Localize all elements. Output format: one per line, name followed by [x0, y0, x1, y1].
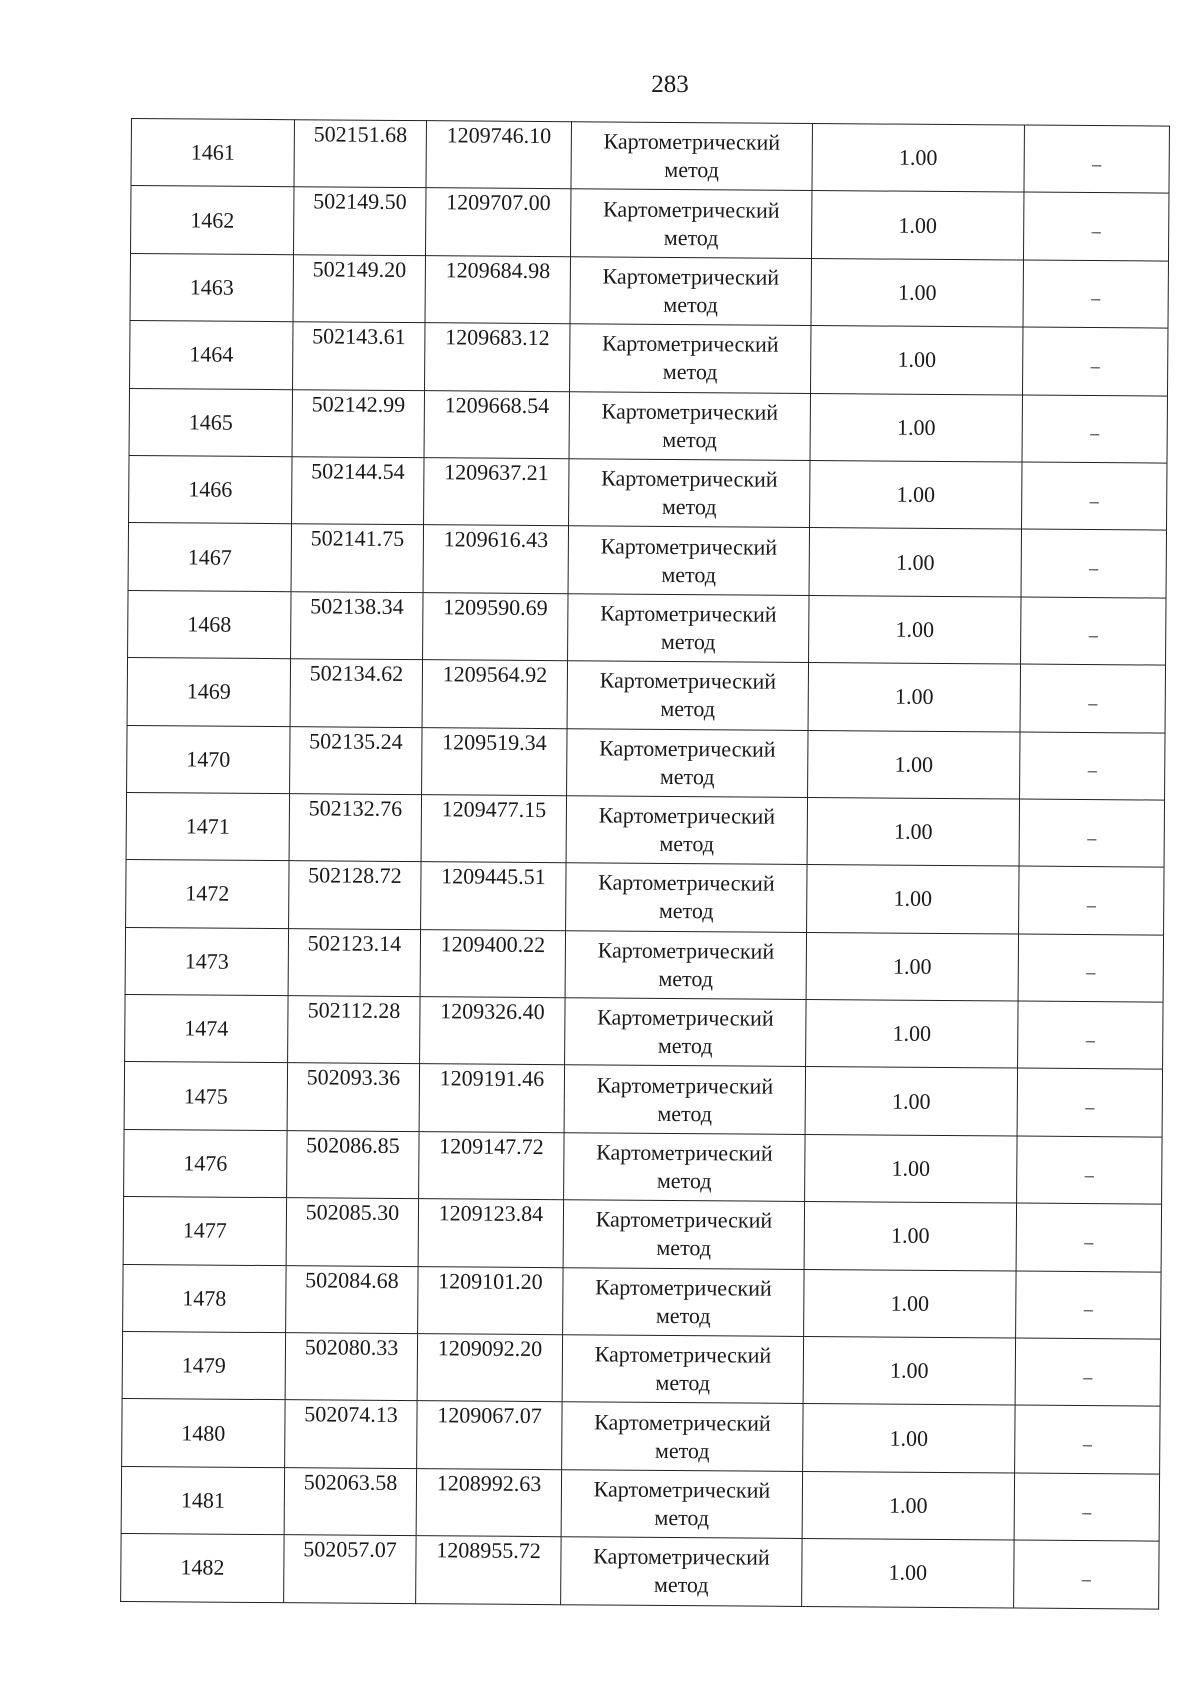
- y-coordinate-cell: 1209746.10: [426, 121, 571, 189]
- description-cell: [1015, 1405, 1160, 1473]
- accuracy-cell: 1.00: [810, 460, 1022, 529]
- description-dash: –: [1089, 558, 1099, 579]
- point-number-cell: 1473: [125, 927, 288, 996]
- point-number-cell: 1476: [124, 1129, 287, 1198]
- table-row: [128, 523, 1166, 598]
- method-cell: [569, 391, 810, 460]
- method-text: Картометрический метод: [601, 465, 778, 520]
- point-number-cell: 1467: [128, 523, 291, 592]
- y-coordinate-cell: 1208992.63: [416, 1468, 561, 1536]
- table-row: [131, 119, 1169, 194]
- method-cell: [567, 728, 808, 797]
- accuracy-cell: 1.00: [812, 123, 1024, 192]
- description-dash: –: [1088, 625, 1098, 646]
- description-cell: [1019, 799, 1164, 867]
- description-cell: [1015, 1338, 1160, 1406]
- x-coordinate-cell: 502132.76: [289, 794, 421, 862]
- description-cell: [1023, 192, 1168, 260]
- table-row: [127, 658, 1165, 733]
- method-cell: [565, 930, 806, 999]
- description-cell: [1020, 664, 1165, 732]
- description-cell: [1020, 732, 1165, 800]
- method-cell: [567, 661, 808, 730]
- point-number-cell: 1468: [128, 590, 291, 659]
- description-dash: –: [1091, 221, 1101, 242]
- method-text: Картометрический метод: [593, 1476, 771, 1531]
- point-number-cell: 1482: [121, 1534, 284, 1603]
- x-coordinate-cell: 502112.28: [288, 996, 420, 1064]
- method-cell: [569, 459, 810, 528]
- method-cell: [570, 257, 811, 326]
- y-coordinate-cell: 1209637.21: [424, 458, 569, 526]
- method-cell: [571, 122, 812, 191]
- x-coordinate-cell: 502128.72: [289, 861, 421, 929]
- description-cell: [1018, 1001, 1163, 1069]
- x-coordinate-cell: 502063.58: [284, 1467, 416, 1535]
- table-row: [121, 1466, 1159, 1541]
- coordinates-table-container: [120, 118, 1170, 1609]
- method-text: Картометрический метод: [599, 735, 776, 789]
- y-coordinate-cell: 1209683.12: [425, 323, 570, 391]
- method-cell: [568, 526, 809, 595]
- accuracy-cell: 1.00: [810, 393, 1022, 462]
- table-row: [126, 792, 1164, 867]
- description-dash: –: [1092, 153, 1102, 174]
- description-cell: [1017, 1136, 1162, 1204]
- accuracy-cell: 1.00: [809, 595, 1021, 664]
- method-text: Картометрический метод: [594, 1341, 772, 1396]
- description-dash: –: [1089, 490, 1099, 511]
- accuracy-cell: 1.00: [807, 865, 1019, 934]
- accuracy-cell: 1.00: [804, 1269, 1016, 1338]
- point-number-cell: 1478: [123, 1264, 286, 1333]
- point-number-cell: 1469: [127, 658, 290, 727]
- table-row: [131, 186, 1169, 261]
- point-number-cell: 1465: [129, 388, 292, 457]
- method-cell: [568, 593, 809, 662]
- accuracy-cell: 1.00: [806, 1000, 1018, 1069]
- method-text: Картометрический метод: [597, 1004, 774, 1059]
- y-coordinate-cell: 1209123.84: [418, 1199, 563, 1267]
- x-coordinate-cell: 502080.33: [285, 1333, 417, 1401]
- accuracy-cell: 1.00: [807, 797, 1019, 866]
- table-row: [130, 321, 1168, 396]
- x-coordinate-cell: 502135.24: [290, 726, 422, 794]
- point-number-cell: 1462: [131, 186, 294, 255]
- method-text: Картометрический метод: [595, 1206, 773, 1261]
- table-row: [122, 1332, 1160, 1407]
- method-cell: [563, 1267, 804, 1336]
- y-coordinate-cell: 1209590.69: [423, 592, 568, 660]
- description-cell: [1016, 1203, 1161, 1271]
- point-number-cell: 1470: [127, 725, 290, 794]
- accuracy-cell: 1.00: [803, 1336, 1015, 1405]
- accuracy-cell: 1.00: [808, 663, 1020, 732]
- accuracy-cell: 1.00: [811, 258, 1023, 327]
- y-coordinate-cell: 1209668.54: [424, 390, 569, 458]
- table-row: [128, 590, 1166, 665]
- description-cell: [1022, 327, 1167, 395]
- x-coordinate-cell: 502138.34: [291, 591, 423, 659]
- table-row: [123, 1264, 1161, 1339]
- x-coordinate-cell: 502151.68: [294, 120, 426, 188]
- method-cell: [561, 1470, 802, 1539]
- description-cell: [1022, 395, 1167, 463]
- table-row: [127, 725, 1165, 800]
- method-text: Картометрический метод: [600, 600, 777, 655]
- description-dash: –: [1087, 827, 1097, 848]
- method-text: Картометрический метод: [596, 1072, 774, 1126]
- y-coordinate-cell: 1209400.22: [420, 929, 565, 997]
- method-text: Картометрический метод: [597, 937, 775, 992]
- accuracy-cell: 1.00: [811, 326, 1023, 395]
- description-cell: [1016, 1271, 1161, 1339]
- description-cell: [1014, 1540, 1159, 1608]
- x-coordinate-cell: 502086.85: [287, 1131, 419, 1199]
- method-cell: [564, 1065, 805, 1134]
- accuracy-cell: 1.00: [804, 1202, 1016, 1271]
- y-coordinate-cell: 1209519.34: [422, 727, 567, 795]
- y-coordinate-cell: 1209067.07: [417, 1401, 562, 1469]
- point-number-cell: 1479: [122, 1332, 285, 1401]
- method-text: Картометрический метод: [602, 330, 779, 385]
- x-coordinate-cell: 502123.14: [288, 928, 420, 996]
- method-text: Картометрический метод: [599, 667, 777, 722]
- method-cell: [564, 1133, 805, 1202]
- x-coordinate-cell: 502084.68: [286, 1265, 418, 1333]
- point-number-cell: 1472: [126, 860, 289, 929]
- description-dash: –: [1087, 760, 1097, 781]
- x-coordinate-cell: 502142.99: [292, 389, 424, 457]
- accuracy-cell: 1.00: [809, 528, 1021, 597]
- accuracy-cell: 1.00: [811, 191, 1023, 260]
- method-text: Картометрический метод: [598, 802, 776, 857]
- method-text: Картометрический метод: [598, 869, 775, 924]
- y-coordinate-cell: 1209191.46: [419, 1064, 564, 1132]
- description-dash: –: [1083, 1299, 1093, 1320]
- description-dash: –: [1085, 1097, 1095, 1118]
- description-cell: [1014, 1473, 1159, 1541]
- method-text: Картометрический метод: [603, 128, 781, 183]
- description-dash: –: [1090, 355, 1100, 376]
- accuracy-cell: 1.00: [808, 730, 1020, 799]
- description-cell: [1022, 462, 1167, 530]
- y-coordinate-cell: 1209707.00: [426, 188, 571, 256]
- y-coordinate-cell: 1209564.92: [422, 660, 567, 728]
- description-dash: –: [1086, 895, 1096, 916]
- table-row: [130, 253, 1168, 328]
- x-coordinate-cell: 502093.36: [287, 1063, 419, 1131]
- y-coordinate-cell: 1209092.20: [417, 1334, 562, 1402]
- method-text: Картометрический метод: [601, 398, 779, 453]
- x-coordinate-cell: 502149.20: [293, 254, 425, 322]
- x-coordinate-cell: 502144.54: [292, 457, 424, 525]
- x-coordinate-cell: 502149.50: [294, 187, 426, 255]
- method-text: Картометрический метод: [594, 1409, 771, 1463]
- y-coordinate-cell: 1209616.43: [423, 525, 568, 593]
- description-dash: –: [1082, 1434, 1092, 1455]
- description-dash: –: [1086, 962, 1096, 983]
- accuracy-cell: 1.00: [802, 1539, 1014, 1608]
- point-number-cell: 1466: [129, 455, 292, 524]
- description-cell: [1024, 125, 1169, 193]
- table-row: [126, 860, 1164, 935]
- y-coordinate-cell: 1209445.51: [421, 862, 566, 930]
- method-text: Картометрический метод: [595, 1274, 772, 1329]
- method-cell: [565, 998, 806, 1067]
- description-cell: [1021, 597, 1166, 665]
- method-cell: [566, 863, 807, 932]
- method-text: Картометрический метод: [600, 532, 778, 587]
- table-row: [125, 927, 1163, 1002]
- y-coordinate-cell: 1209326.40: [420, 997, 565, 1065]
- x-coordinate-cell: 502134.62: [290, 659, 422, 727]
- table-row: [125, 995, 1163, 1070]
- y-coordinate-cell: 1209684.98: [425, 255, 570, 323]
- description-cell: [1019, 866, 1164, 934]
- y-coordinate-cell: 1209477.15: [421, 795, 566, 863]
- description-dash: –: [1084, 1164, 1094, 1185]
- point-number-cell: 1464: [130, 321, 293, 390]
- point-number-cell: 1481: [121, 1466, 284, 1535]
- point-number-cell: 1480: [122, 1399, 285, 1468]
- accuracy-cell: 1.00: [806, 932, 1018, 1001]
- method-cell: [562, 1402, 803, 1471]
- method-text: Картометрический метод: [602, 263, 780, 318]
- table-row: [124, 1062, 1162, 1137]
- y-coordinate-cell: 1209147.72: [419, 1131, 564, 1199]
- description-cell: [1017, 1068, 1162, 1136]
- accuracy-cell: 1.00: [805, 1067, 1017, 1136]
- point-number-cell: 1463: [130, 253, 293, 322]
- x-coordinate-cell: 502074.13: [285, 1400, 417, 1468]
- description-cell: [1021, 529, 1166, 597]
- page-number: 283: [651, 71, 689, 98]
- x-coordinate-cell: 502057.07: [284, 1535, 416, 1603]
- table-row: [124, 1129, 1162, 1204]
- description-dash: –: [1082, 1501, 1092, 1522]
- method-cell: [563, 1200, 804, 1269]
- description-dash: –: [1085, 1029, 1095, 1050]
- table-row: [123, 1197, 1161, 1272]
- description-cell: [1023, 260, 1168, 328]
- coordinates-table: [120, 118, 1170, 1609]
- table-row: [121, 1534, 1159, 1609]
- coordinates-table-body: [121, 119, 1170, 1609]
- method-text: Картометрический метод: [603, 196, 780, 250]
- description-cell: [1018, 934, 1163, 1002]
- method-cell: [566, 796, 807, 865]
- description-dash: –: [1091, 288, 1101, 309]
- table-row: [129, 388, 1167, 463]
- method-cell: [570, 324, 811, 393]
- point-number-cell: 1475: [124, 1062, 287, 1131]
- y-coordinate-cell: 1208955.72: [416, 1536, 561, 1604]
- point-number-cell: 1474: [125, 995, 288, 1064]
- method-cell: [561, 1537, 802, 1606]
- accuracy-cell: 1.00: [803, 1404, 1015, 1473]
- point-number-cell: 1477: [123, 1197, 286, 1266]
- table-row: [129, 455, 1167, 530]
- description-dash: –: [1081, 1568, 1091, 1589]
- description-dash: –: [1090, 423, 1100, 444]
- description-dash: –: [1084, 1231, 1094, 1253]
- method-cell: [562, 1335, 803, 1404]
- accuracy-cell: 1.00: [802, 1471, 1014, 1540]
- point-number-cell: 1461: [131, 119, 294, 188]
- accuracy-cell: 1.00: [805, 1134, 1017, 1203]
- description-dash: –: [1083, 1366, 1093, 1387]
- point-number-cell: 1471: [126, 792, 289, 861]
- y-coordinate-cell: 1209101.20: [418, 1266, 563, 1334]
- description-dash: –: [1088, 692, 1098, 713]
- method-cell: [570, 189, 811, 258]
- x-coordinate-cell: 502085.30: [286, 1198, 418, 1266]
- method-text: Картометрический метод: [596, 1139, 773, 1194]
- method-text: Картометрический метод: [593, 1543, 770, 1598]
- x-coordinate-cell: 502143.61: [293, 322, 425, 390]
- x-coordinate-cell: 502141.75: [291, 524, 423, 592]
- table-row: [122, 1399, 1160, 1474]
